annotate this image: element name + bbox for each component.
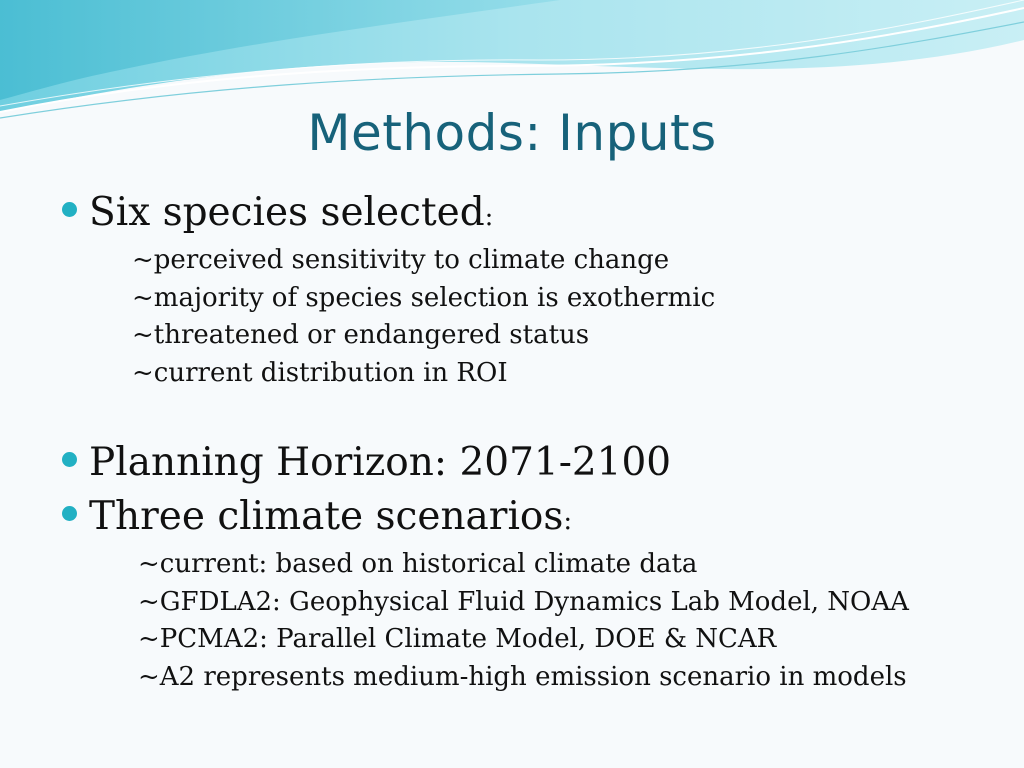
- bullet-text: Planning Horizon: 2071-2100: [89, 440, 672, 485]
- bullet-six-species: [62, 190, 493, 235]
- bullet-dot-icon: [62, 202, 77, 217]
- sub-item: ~PCMA2: Parallel Climate Model, DOE & NCAR: [138, 624, 777, 654]
- bullet-colon: :: [484, 202, 494, 232]
- sub-item: ~GFDLA2: Geophysical Fluid Dynamics Lab Model, NOAA: [138, 587, 909, 617]
- bullet-dot-icon: [62, 506, 77, 521]
- sub-item: ~majority of species selection is exothermic: [132, 283, 716, 313]
- bullet-text: Six species selected: [89, 190, 485, 235]
- sub-item: ~A2 represents medium-high emission scenario in models: [138, 662, 907, 692]
- bullet-dot-icon: [62, 452, 77, 467]
- sub-item: ~current distribution in ROI: [132, 358, 508, 388]
- bullet-colon: :: [563, 506, 573, 536]
- bullet-text: Three climate scenarios: [89, 494, 564, 539]
- sub-item: ~threatened or endangered status: [132, 320, 590, 350]
- slide-title: Methods: Inputs: [307, 104, 717, 162]
- sub-item: ~current: based on historical climate data: [138, 549, 698, 579]
- bullet-climate-scenarios: [62, 494, 572, 539]
- sub-item: ~perceived sensitivity to climate change: [132, 245, 670, 275]
- bullet-planning-horizon: [62, 440, 671, 485]
